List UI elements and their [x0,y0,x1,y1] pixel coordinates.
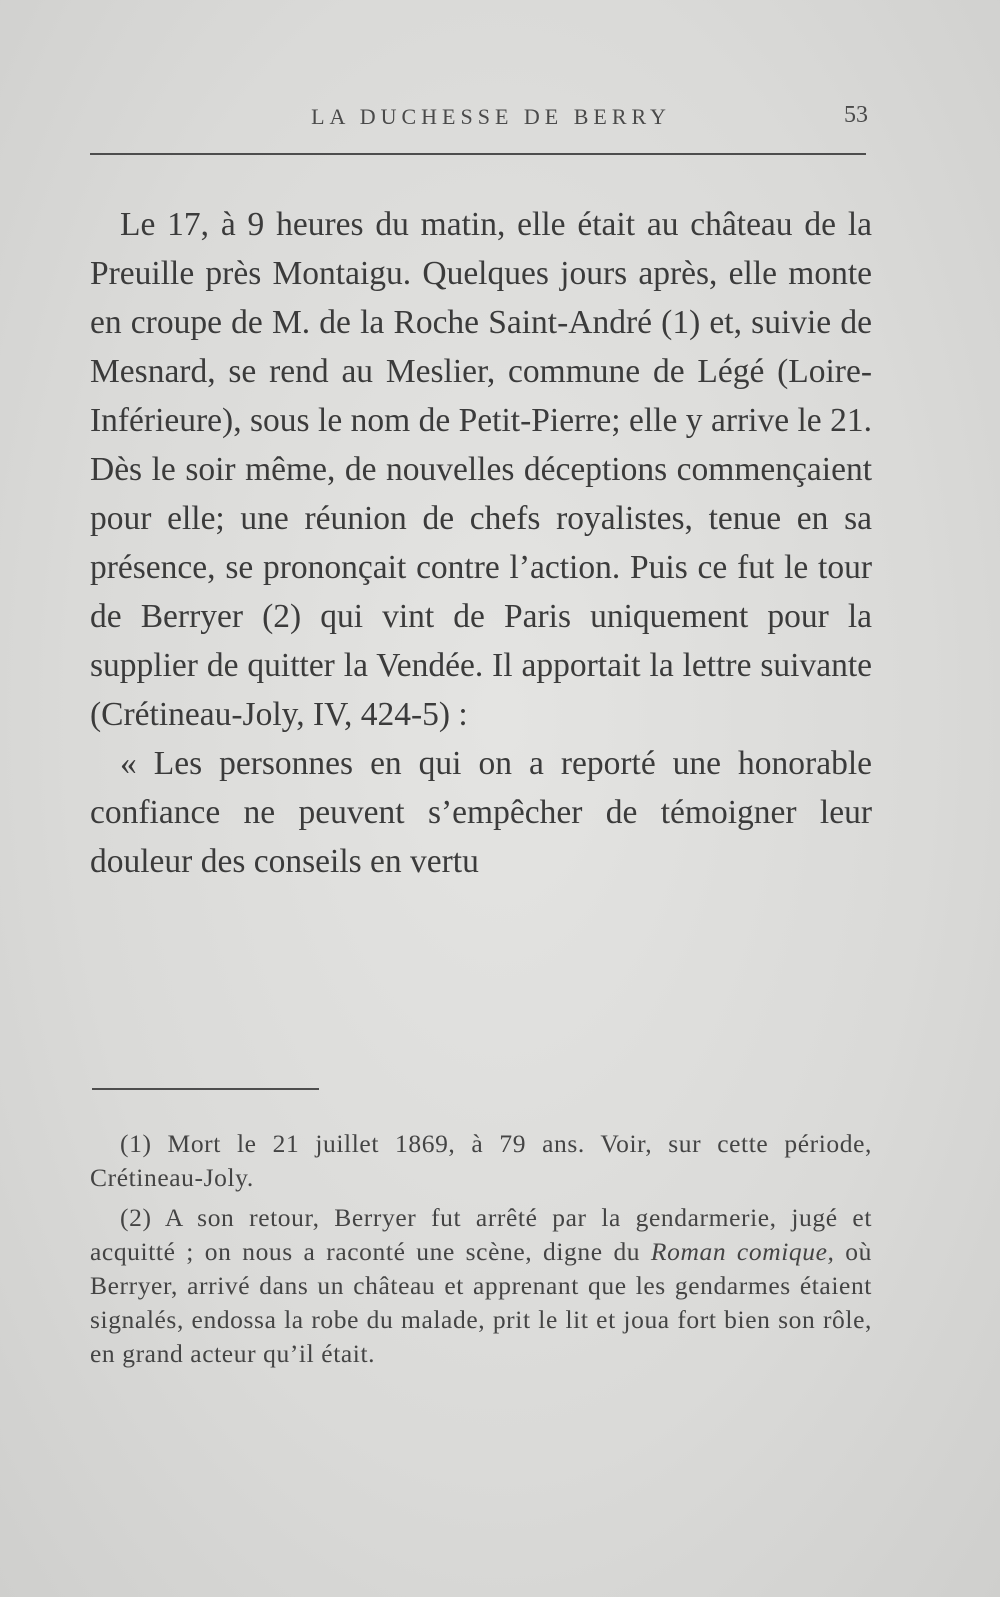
footnote-2 [90,1201,872,1371]
body-paragraph: « Les personnes en qui on a reporté une honorable confiance ne peuvent s’empêcher de témoigner leur douleur des conseils en vertu [90,745,872,880]
footnote-2-text: (2) A son retour, Berryer fut arrêté par la gendarmerie, jugé et acquitté ; on nous a raconté une scène, digne du [90,1203,872,1266]
footnote-2-text-end: où Berryer, arrivé dans un château et apprenant que les gendarmes étaient signalés, endossa la robe du malade, prit le lit et joua fort bien son rôle, en grand acteur qu’il était. [90,1237,872,1368]
header-rule [90,153,866,155]
page-number: 53 [844,102,868,128]
body-paragraph: Le 17, à 9 heures du matin, elle était au château de la Preuille près Montaigu. Quelques jours après, elle monte en croupe de M. de la Roche Saint-André (1) et, suivie de Mesnard, se rend au Meslier, commune de Légé (Loire-Inférieure), sous le nom de Petit-Pierre; elle y arrive le 21. Dès le soir même, de nouvelles déceptions commençaient pour elle; une réunion de chefs royalistes, tenue en sa présence, se prononçait contre l’action. Puis ce fut le tour de Berryer (2) qui vint de Paris uniquement pour la supplier de quitter la Vendée. Il apportait la lettre suivante (Crétineau-Joly, IV, 424-5) : [90,206,872,733]
footnote-rule [92,1088,319,1090]
footnote-2-italic-title: Roman comique, [650,1237,835,1266]
running-head [90,104,872,136]
footnotes [90,1127,872,1377]
body-text [90,200,872,886]
footnote-1: (1) Mort le 21 juillet 1869, à 79 ans. Voir, sur cette période, Crétineau-Joly. [90,1129,872,1192]
running-title: LA DUCHESSE DE BERRY [311,104,671,129]
